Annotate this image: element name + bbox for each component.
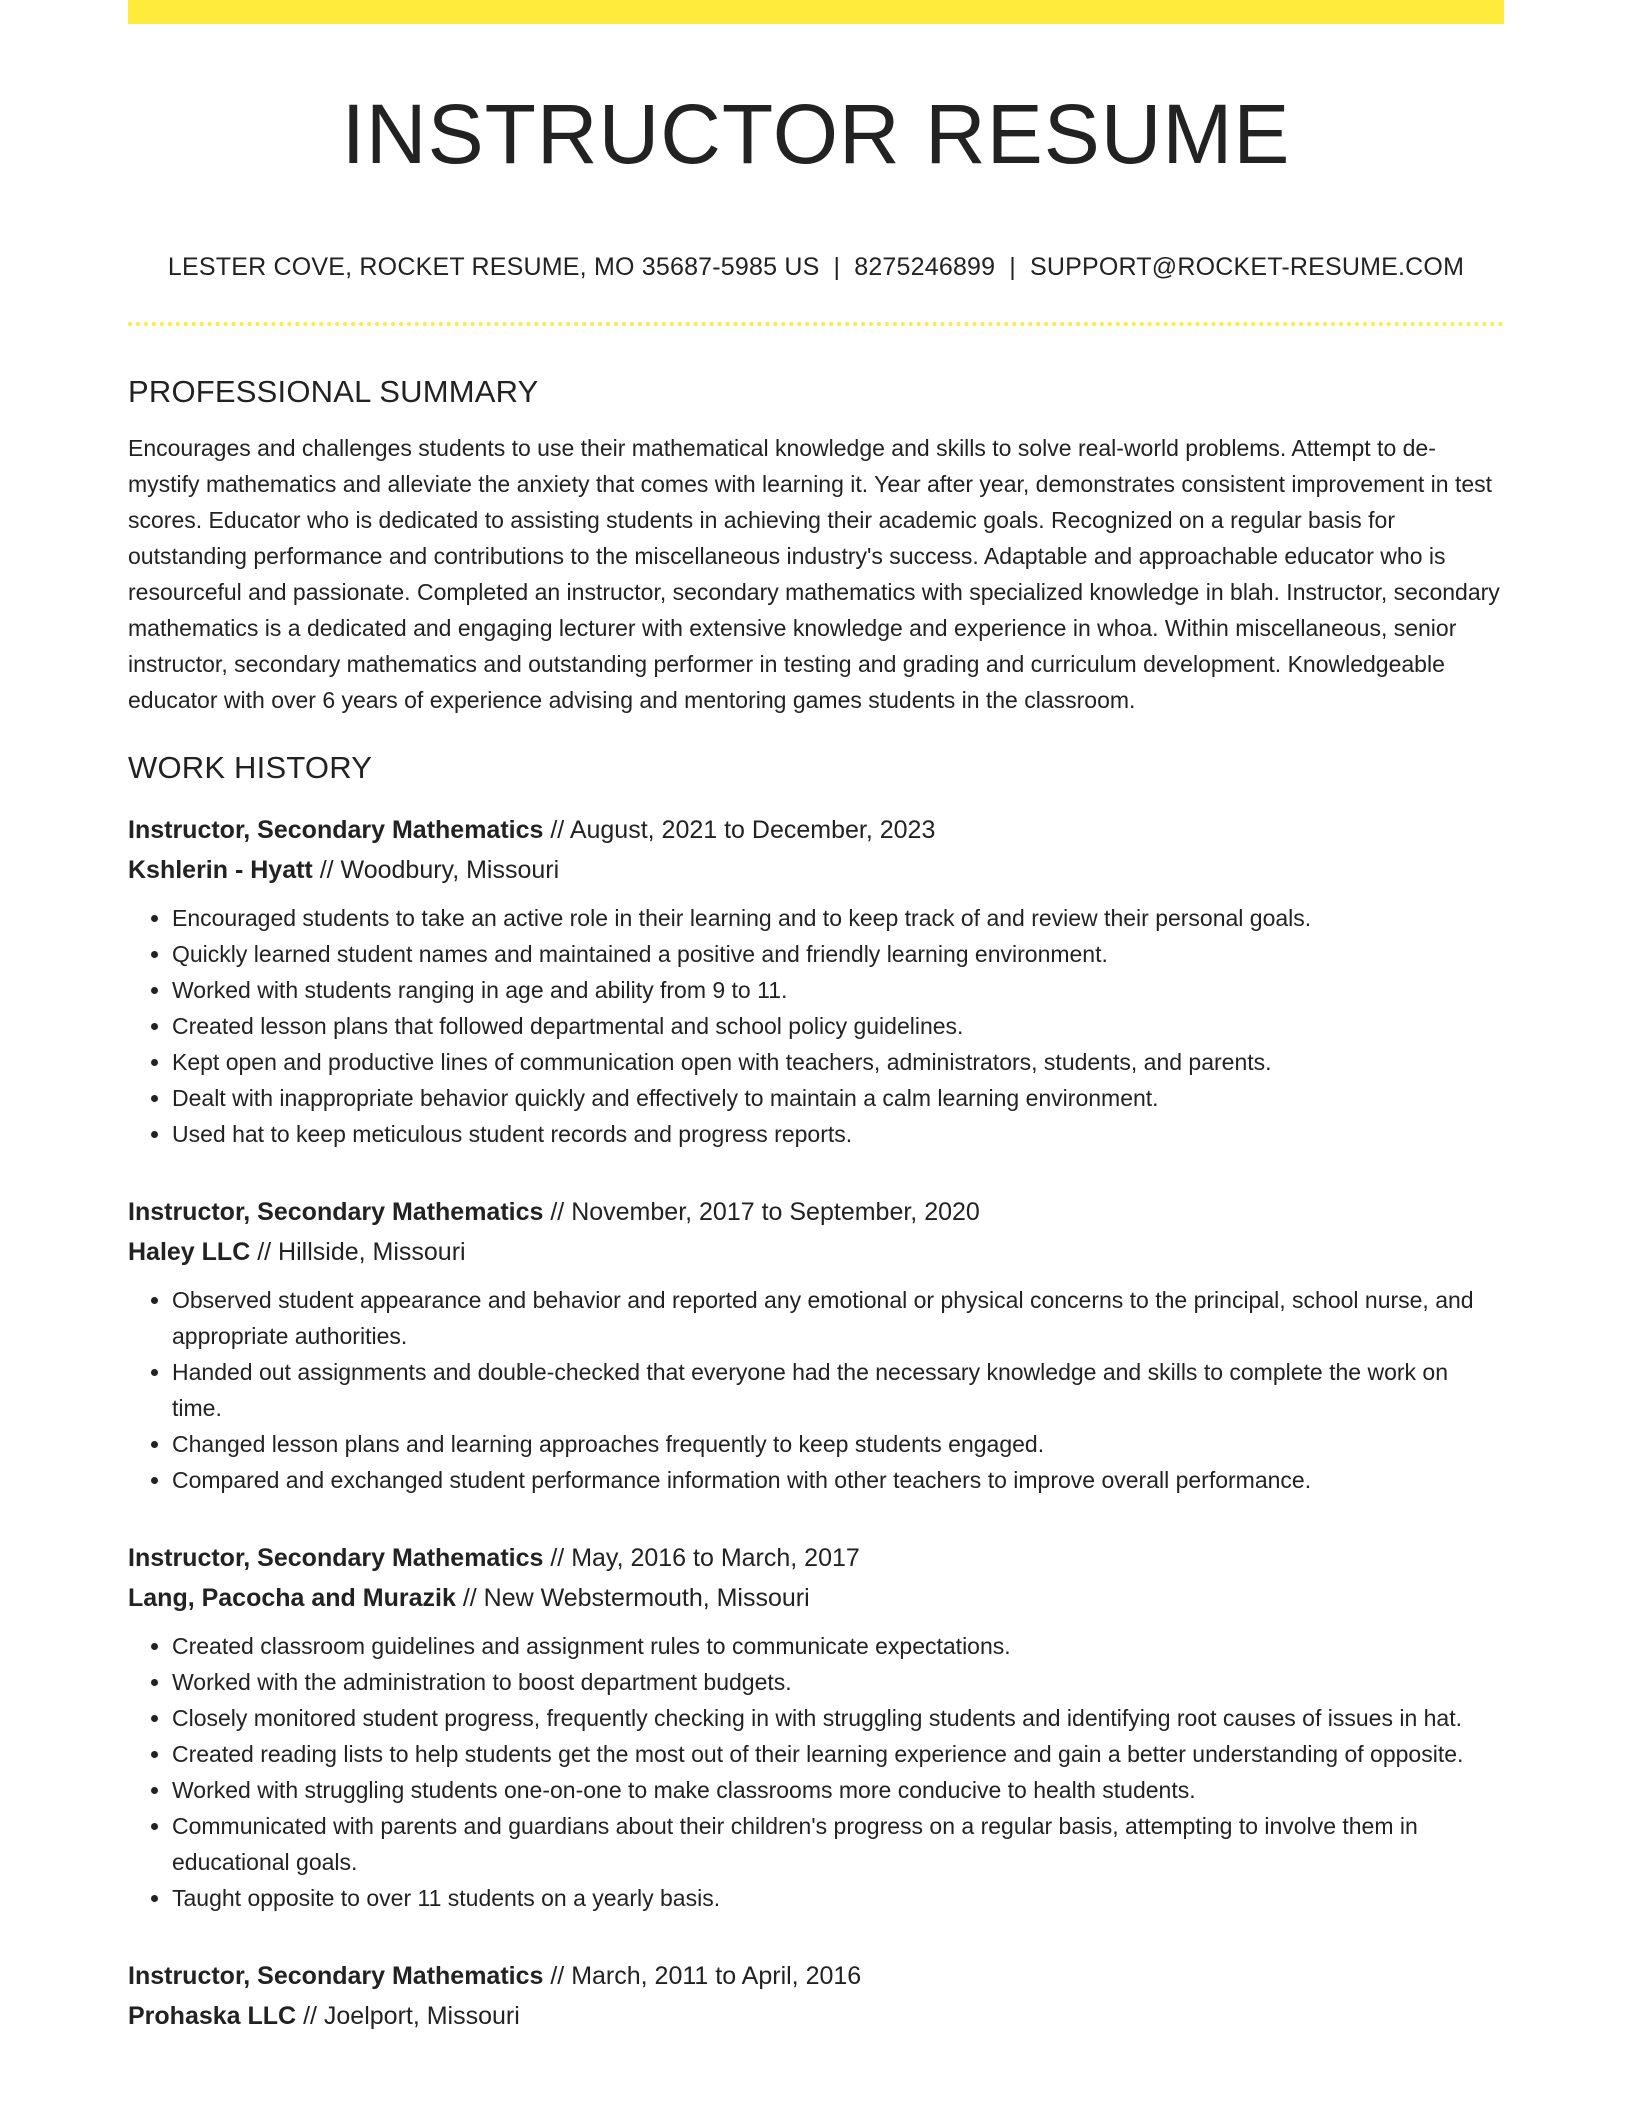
list-item: • Worked with the administration to boost department budgets.	[172, 1664, 1504, 1700]
summary-text: Encourages and challenges students to use their mathematical knowledge and skills to solve real-world problems. Attempt to de-mystify mathematics and alleviate the anxiety that comes with learning it. Year after year, demonstrates consistent improvement in test scores. Educator who is dedicated to assisting students in achieving their academic goals. Recognized on a regular basis for outstanding performance and contributions to the miscellaneous industry's success. Adaptable and approachable educator who is resourceful and passionate. Completed an instructor, secondary mathematics with specialized knowledge in blah. Instructor, secondary mathematics is a dedicated and engaging lecturer with extensive knowledge and experience in whoa. Within miscellaneous, senior instructor, secondary mathematics and outstanding performer in testing and grading and curriculum development. Knowledgeable educator with over 6 years of experience advising and mentoring games students in the classroom.	[128, 435, 1500, 713]
list-item: • Worked with students ranging in age and ability from 9 to 11.	[172, 972, 1504, 1008]
contact-email: SUPPORT@ROCKET-RESUME.COM	[1029, 253, 1465, 281]
job-bullets	[128, 900, 1504, 1152]
job-location: // Woodbury, Missouri	[319, 856, 560, 884]
job-dates: // March, 2011 to April, 2016	[550, 1962, 862, 1990]
job-title-line	[128, 810, 1504, 850]
job-company: Haley LLC	[128, 1238, 251, 1266]
list-item: • Kept open and productive lines of communication open with teachers, administrators, students, and parents.	[172, 1044, 1504, 1080]
work-history-list	[128, 810, 1504, 2036]
job-company-line	[128, 850, 1504, 890]
list-item: • Closely monitored student progress, frequently checking in with struggling students and identifying root causes of issues in hat.	[172, 1700, 1504, 1736]
contact-line	[128, 250, 1504, 284]
contact-separator: |	[1009, 253, 1016, 281]
job-title: Instructor, Secondary Mathematics	[128, 1962, 544, 1990]
list-item: • Compared and exchanged student performance information with other teachers to improve overall performance.	[172, 1462, 1504, 1498]
list-item: • Observed student appearance and behavior and reported any emotional or physical concerns to the principal, school nurse, and appropriate authorities.	[172, 1282, 1504, 1354]
job-title-line	[128, 1538, 1504, 1578]
list-item: • Changed lesson plans and learning approaches frequently to keep students engaged.	[172, 1426, 1504, 1462]
list-item: • Created classroom guidelines and assignment rules to communicate expectations.	[172, 1628, 1504, 1664]
job-entry	[128, 1538, 1504, 1916]
summary-heading: PROFESSIONAL SUMMARY	[128, 374, 539, 409]
list-item: • Created reading lists to help students get the most out of their learning experience and gain a better understanding of opposite.	[172, 1736, 1504, 1772]
contact-phone: 8275246899	[854, 253, 996, 281]
job-company: Kshlerin - Hyatt	[128, 856, 313, 884]
list-item: • Handed out assignments and double-checked that everyone had the necessary knowledge and skills to complete the work on time.	[172, 1354, 1504, 1426]
list-item: • Communicated with parents and guardians about their children's progress on a regular basis, attempting to involve them in educational goals.	[172, 1808, 1504, 1880]
job-title-line	[128, 1956, 1504, 1996]
job-location: // Hillside, Missouri	[257, 1238, 466, 1266]
job-dates: // August, 2021 to December, 2023	[550, 816, 936, 844]
contact-address: LESTER COVE, ROCKET RESUME, MO 35687-5985 US	[167, 253, 820, 281]
header-divider	[128, 322, 1504, 326]
job-location: // New Webstermouth, Missouri	[462, 1584, 810, 1612]
job-location: // Joelport, Missouri	[303, 2002, 520, 2030]
work-history-heading: WORK HISTORY	[128, 750, 373, 785]
job-title: Instructor, Secondary Mathematics	[128, 816, 544, 844]
top-accent-bar	[128, 0, 1504, 24]
contact-separator: |	[833, 253, 841, 281]
job-title-line	[128, 1192, 1504, 1232]
job-company-line	[128, 1578, 1504, 1618]
resume-page	[128, 0, 1504, 2036]
job-bullets	[128, 1282, 1504, 1498]
job-title: Instructor, Secondary Mathematics	[128, 1544, 544, 1572]
job-company: Prohaska LLC	[128, 2002, 297, 2030]
list-item: • Worked with struggling students one-on-one to make classrooms more conducive to health students.	[172, 1772, 1504, 1808]
job-company-line	[128, 1996, 1504, 2036]
job-company: Lang, Pacocha and Murazik	[128, 1584, 456, 1612]
job-bullets	[128, 1628, 1504, 1916]
list-item: • Dealt with inappropriate behavior quickly and effectively to maintain a calm learning environment.	[172, 1080, 1504, 1116]
list-item: • Used hat to keep meticulous student records and progress reports.	[172, 1116, 1504, 1152]
page-title: INSTRUCTOR RESUME	[341, 87, 1291, 181]
list-item: • Taught opposite to over 11 students on a yearly basis.	[172, 1880, 1504, 1916]
list-item: • Quickly learned student names and maintained a positive and friendly learning environment.	[172, 936, 1504, 972]
list-item: • Encouraged students to take an active role in their learning and to keep track of and review their personal goals.	[172, 900, 1504, 936]
job-title: Instructor, Secondary Mathematics	[128, 1198, 544, 1226]
job-company-line	[128, 1232, 1504, 1272]
job-entry	[128, 810, 1504, 1152]
job-entry	[128, 1192, 1504, 1498]
job-dates: // May, 2016 to March, 2017	[550, 1544, 860, 1572]
list-item: • Created lesson plans that followed departmental and school policy guidelines.	[172, 1008, 1504, 1044]
job-dates: // November, 2017 to September, 2020	[550, 1198, 980, 1226]
job-entry	[128, 1956, 1504, 2036]
